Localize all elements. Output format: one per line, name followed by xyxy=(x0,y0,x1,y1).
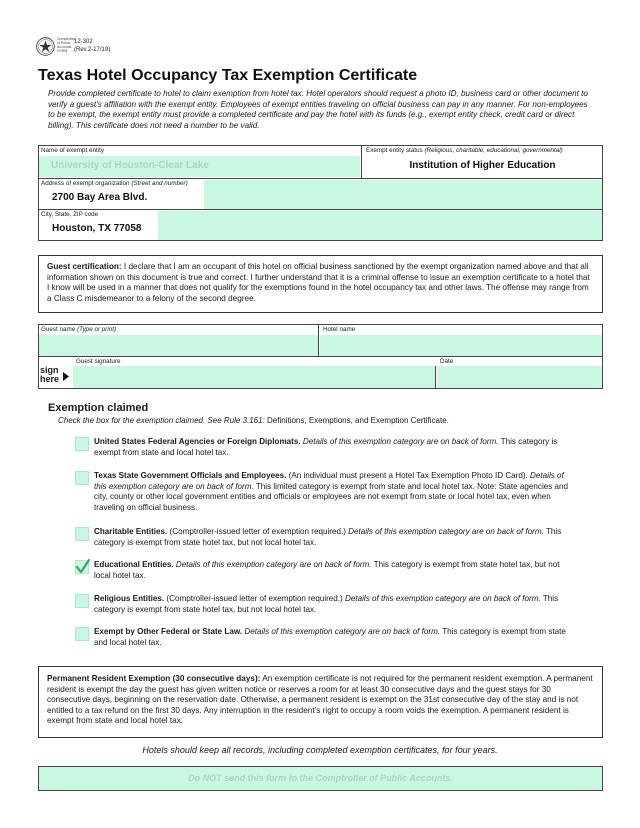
address-hint: (Street and number) xyxy=(131,180,188,187)
hotel-name-label: Hotel name xyxy=(323,326,356,333)
hotel-name-field[interactable] xyxy=(320,335,602,356)
exemption-item-details: Details of this exemption category are on back of form. xyxy=(345,527,544,536)
entity-status-cell xyxy=(362,145,603,179)
record-keeping-note: Hotels should keep all records, including completed exemption certificates, for four years. xyxy=(142,745,498,755)
checkmark-icon xyxy=(75,558,91,574)
exemption-item xyxy=(94,627,576,648)
do-not-send-banner: Do NOT send this form to the Comptroller of Public Accounts. xyxy=(38,766,603,791)
certification-lead: Guest certification: xyxy=(47,262,122,271)
exemption-checkbox[interactable] xyxy=(75,627,89,641)
entity-status-label xyxy=(366,147,563,154)
exemption-checkbox[interactable] xyxy=(75,560,89,574)
exemption-item-details: Details of this exemption category are on back of form. xyxy=(342,594,541,603)
exemption-item xyxy=(94,471,576,513)
guest-certification xyxy=(38,255,603,313)
exemption-checkbox[interactable] xyxy=(75,594,89,608)
hotel-name-cell xyxy=(319,324,603,357)
exemption-heading: Exemption claimed xyxy=(48,402,149,414)
entity-status-hint: (Religious, charitable, educational, governmental) xyxy=(424,147,563,154)
signature-label: Guest signature xyxy=(76,358,121,365)
permanent-text: An exemption certificate is not required for the permanent resident exemption. A permanent resident is exempt the day the guest has given written notice or reserves a room for at least 30 consecutive days and the guest stays for 30 consecutive days, beginning on the reservation date. Otherwise, a permanent resident is exempt on the 31st consecutive day of the stay and is not entitled to a tax refund on the first 30 days. Any interruption in the resident’s right to occupy a room voids the exemption. A permanent resident is exempt from state and local hotel tax. xyxy=(47,674,593,726)
entity-name-label: Name of exempt entity xyxy=(41,147,104,154)
exemption-item-pre: (An individual must present a Hotel Tax Exemption Photo ID Card). xyxy=(286,471,528,480)
entity-status-label-text: Exempt entity status xyxy=(366,147,423,154)
city-label: City, State, ZIP code xyxy=(41,211,99,218)
exemption-item-title: Charitable Entities. xyxy=(94,527,168,536)
exemption-instructions xyxy=(58,416,449,425)
sign-here-line2: here xyxy=(40,373,60,384)
city-value: Houston, TX 77058 xyxy=(52,223,142,234)
exemption-item-title: Exempt by Other Federal or State Law. xyxy=(94,627,243,636)
exemption-item-rest: This category is exempt from state hotel tax, but not local hotel tax. xyxy=(94,560,560,580)
intro-text: Provide completed certificate to hotel to claim exemption from hotel tax. Hotel operators should request a photo ID, business card or other document to verify a guest’s affiliation with the exempt entity. Employees of exempt entities traveling on official business can pay in any manner. For non-employees to be exempt, the exempt entity must provide a completed certificate and pay the hotel with its funds (e.g., exempt entity check, credit card or direct billing). This certificate does not need a number to be valid. xyxy=(48,89,588,130)
city-cell xyxy=(38,210,603,241)
date-label: Date xyxy=(440,358,454,365)
exemption-checkbox[interactable] xyxy=(75,527,89,541)
sign-here-marker xyxy=(40,366,59,383)
texas-star-seal-icon xyxy=(36,37,55,56)
exemption-item-title: Educational Entities. xyxy=(94,560,174,569)
guest-name-label xyxy=(41,326,116,333)
sign-here-line1: sign xyxy=(40,365,59,375)
exemption-item-details: Details of this exemption category are on back of form. xyxy=(173,560,372,569)
address-label xyxy=(41,180,188,187)
certification-text: I declare that I am an occupant of this hotel on official business sanctioned by the exempt organization named above and that all information shown on this document is true and correct. I further understand that it is a criminal offense to issue an exemption certificate to a hotel that I know will be used in a manner that does not qualify for the exemptions found in the hotel occupancy tax and other laws. The offense may range from a Class C misdemeanor to a felony of the second degree. xyxy=(47,262,590,303)
city-field[interactable] xyxy=(158,211,602,240)
address-label-text: Address of exempt organization xyxy=(41,180,130,187)
exemption-item-rest: This limited category is exempt from state and local hotel tax. Note: State agencies and city, county or other local government entities and officials or employees are not exempt from state or local hotel tax, even when traveling on official business. xyxy=(94,481,569,512)
guest-name-cell xyxy=(38,324,319,357)
exemption-item-title: Religious Entities. xyxy=(94,594,165,603)
guest-name-label-text: Guest name xyxy=(41,326,76,333)
signature-field[interactable] xyxy=(73,366,436,388)
permanent-lead: Permanent Resident Exemption (30 consecutive days): xyxy=(47,674,261,683)
exemption-item-title: Texas State Government Officials and Employees. xyxy=(94,471,287,480)
exemption-instructions-italic: Check the box for the exemption claimed. See Rule 3.161: xyxy=(58,416,265,425)
exemption-item xyxy=(94,560,576,581)
exemption-item-rest: This category is exempt from state and local hotel tax. xyxy=(94,627,566,647)
entity-name-field[interactable] xyxy=(39,156,360,177)
exemption-item-title: United States Federal Agencies or Foreign Diplomats. xyxy=(94,437,301,446)
exemption-item-rest: This category is exempt from state hotel tax, but not local hotel tax. xyxy=(94,527,562,547)
exemption-item-details: Details of this exemption category are on back of form. xyxy=(242,627,441,636)
exemption-item-pre: (Comptroller-issued letter of exemption required.) xyxy=(167,527,346,536)
entity-name-value: University of Houston-Clear Lake xyxy=(51,160,209,171)
address-value: 2700 Bay Area Blvd. xyxy=(52,192,148,203)
exemption-item-details: Details of this exemption category are on back of form. xyxy=(300,437,499,446)
exemption-checkbox[interactable] xyxy=(75,437,89,451)
entity-name-cell xyxy=(38,145,362,179)
form-number: 12-302 xyxy=(74,39,93,45)
entity-status-value[interactable]: Institution of Higher Education xyxy=(409,160,556,171)
seal-caption: Comptroller of Public Accounts FORM xyxy=(57,37,76,53)
exemption-item-pre: (Comptroller-issued letter of exemption required.) xyxy=(164,594,343,603)
exemption-instructions-rest: Definitions, Exemptions, and Exemption Certificate. xyxy=(264,416,449,425)
exemption-checkbox[interactable] xyxy=(75,471,89,485)
guest-name-hint: (Type or print) xyxy=(77,326,117,333)
address-field[interactable] xyxy=(204,180,602,209)
form-revision: (Rev.2-17/19) xyxy=(74,47,111,53)
exemption-item xyxy=(94,437,576,458)
exemption-item xyxy=(94,527,576,548)
permanent-resident-box xyxy=(38,666,603,738)
sign-arrow-icon xyxy=(63,372,69,381)
exemption-item xyxy=(94,594,576,615)
address-cell xyxy=(38,179,603,210)
date-field[interactable] xyxy=(437,366,602,388)
exemption-item-rest: This category is exempt from state hotel tax, but not local hotel tax. xyxy=(94,594,559,614)
exemption-item-details: Details of this exemption category are on back of form. xyxy=(94,471,564,491)
guest-name-field[interactable] xyxy=(39,335,318,356)
page-title: Texas Hotel Occupancy Tax Exemption Certificate xyxy=(38,67,418,84)
exemption-item-rest: This category is exempt from state and local hotel tax. xyxy=(94,437,558,457)
signature-row xyxy=(38,357,603,389)
form-number-block xyxy=(74,38,110,54)
